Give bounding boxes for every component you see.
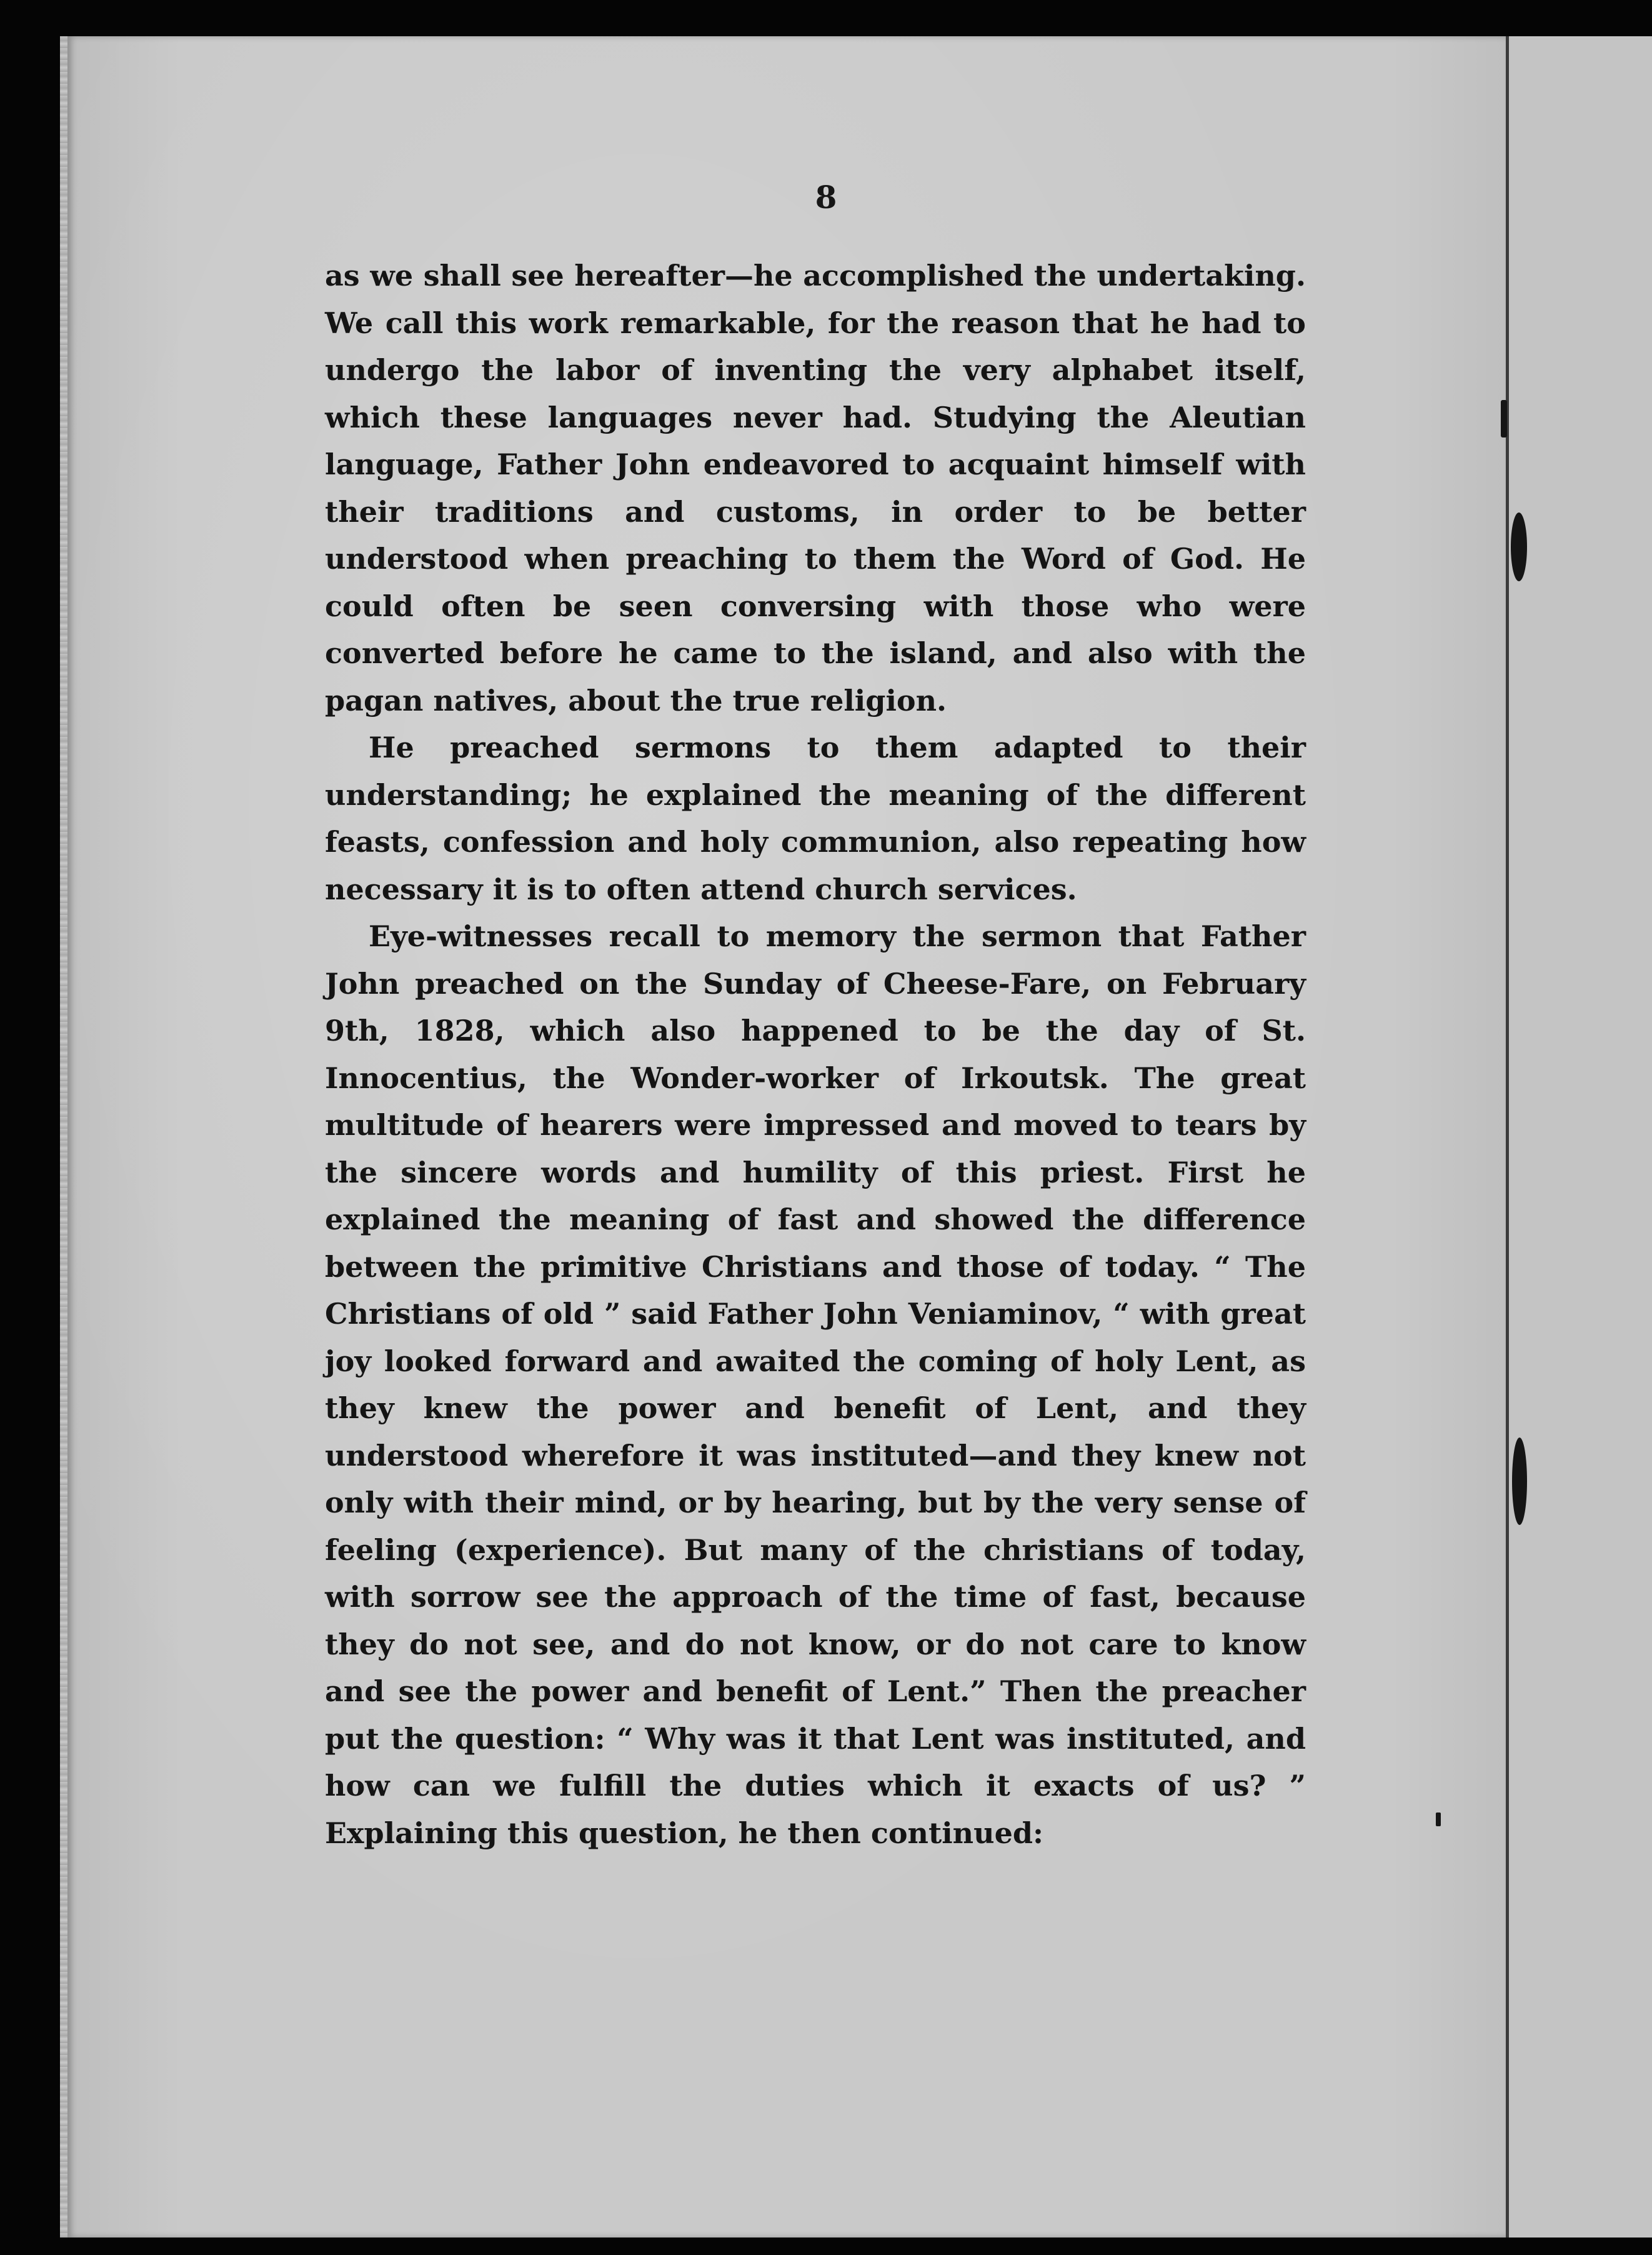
- binding-ink-mark: [1501, 400, 1507, 438]
- page-number: 8: [815, 179, 837, 216]
- stray-ink-mark: [1436, 1812, 1441, 1826]
- body-text: [325, 252, 1306, 1857]
- paragraph-1: as we shall see hereafter—he accomplished the undertaking. We call this work remarkable, for the reason that he had to undergo the labor of inventing the very alphabet itself, which these languages never had. Studying the Aleutian language, Father John endeavored to acquaint himself with their traditions and customs, in order to be better understood when preaching to them the Word of God. He could often be seen conversing with those who were converted before he came to the island, and also with the pagan natives, about the true religion.: [325, 259, 1306, 718]
- binding-ink-mark: [1512, 1438, 1527, 1525]
- paragraph-3: Eye-witnesses recall to memory the sermon that Father John preached on the Sunday of Cheese-Fare, on February 9th, 1828, which also happened to be the day of St. Innocentius, the Wonder-worker of Irkoutsk. The great multitude of hearers were impressed and moved to tears by the sincere words and humility of this priest. First he explained the meaning of fast and showed the difference between the primitive Christians and those of today. “ The Christians of old ” said Father John Veniaminov, “ with great joy looked forward and awaited the coming of holy Lent, as they knew the power and benefit of Lent, and they understood wherefore it was instituted—and they knew not only with their mind, or by hearing, but by the very sense of feeling (experience). But many of the christians of today, with sorrow see the approach of the time of fast, because they do not see, and do not know, or do not care to know and see the power and benefit of Lent.” Then the preacher put the question: “ Why was it that Lent was instituted, and how can we fulfill the duties which it exacts of us? ” Explaining this question, he then continued:: [325, 919, 1306, 1850]
- paragraph-2: He preached sermons to them adapted to their understanding; he explained the meaning of the different feasts, confession and holy communion, also repeating how necessary it is to often attend church services.: [325, 731, 1306, 906]
- binding-ink-mark: [1511, 512, 1527, 581]
- adjacent-page-edge: [1506, 36, 1652, 2238]
